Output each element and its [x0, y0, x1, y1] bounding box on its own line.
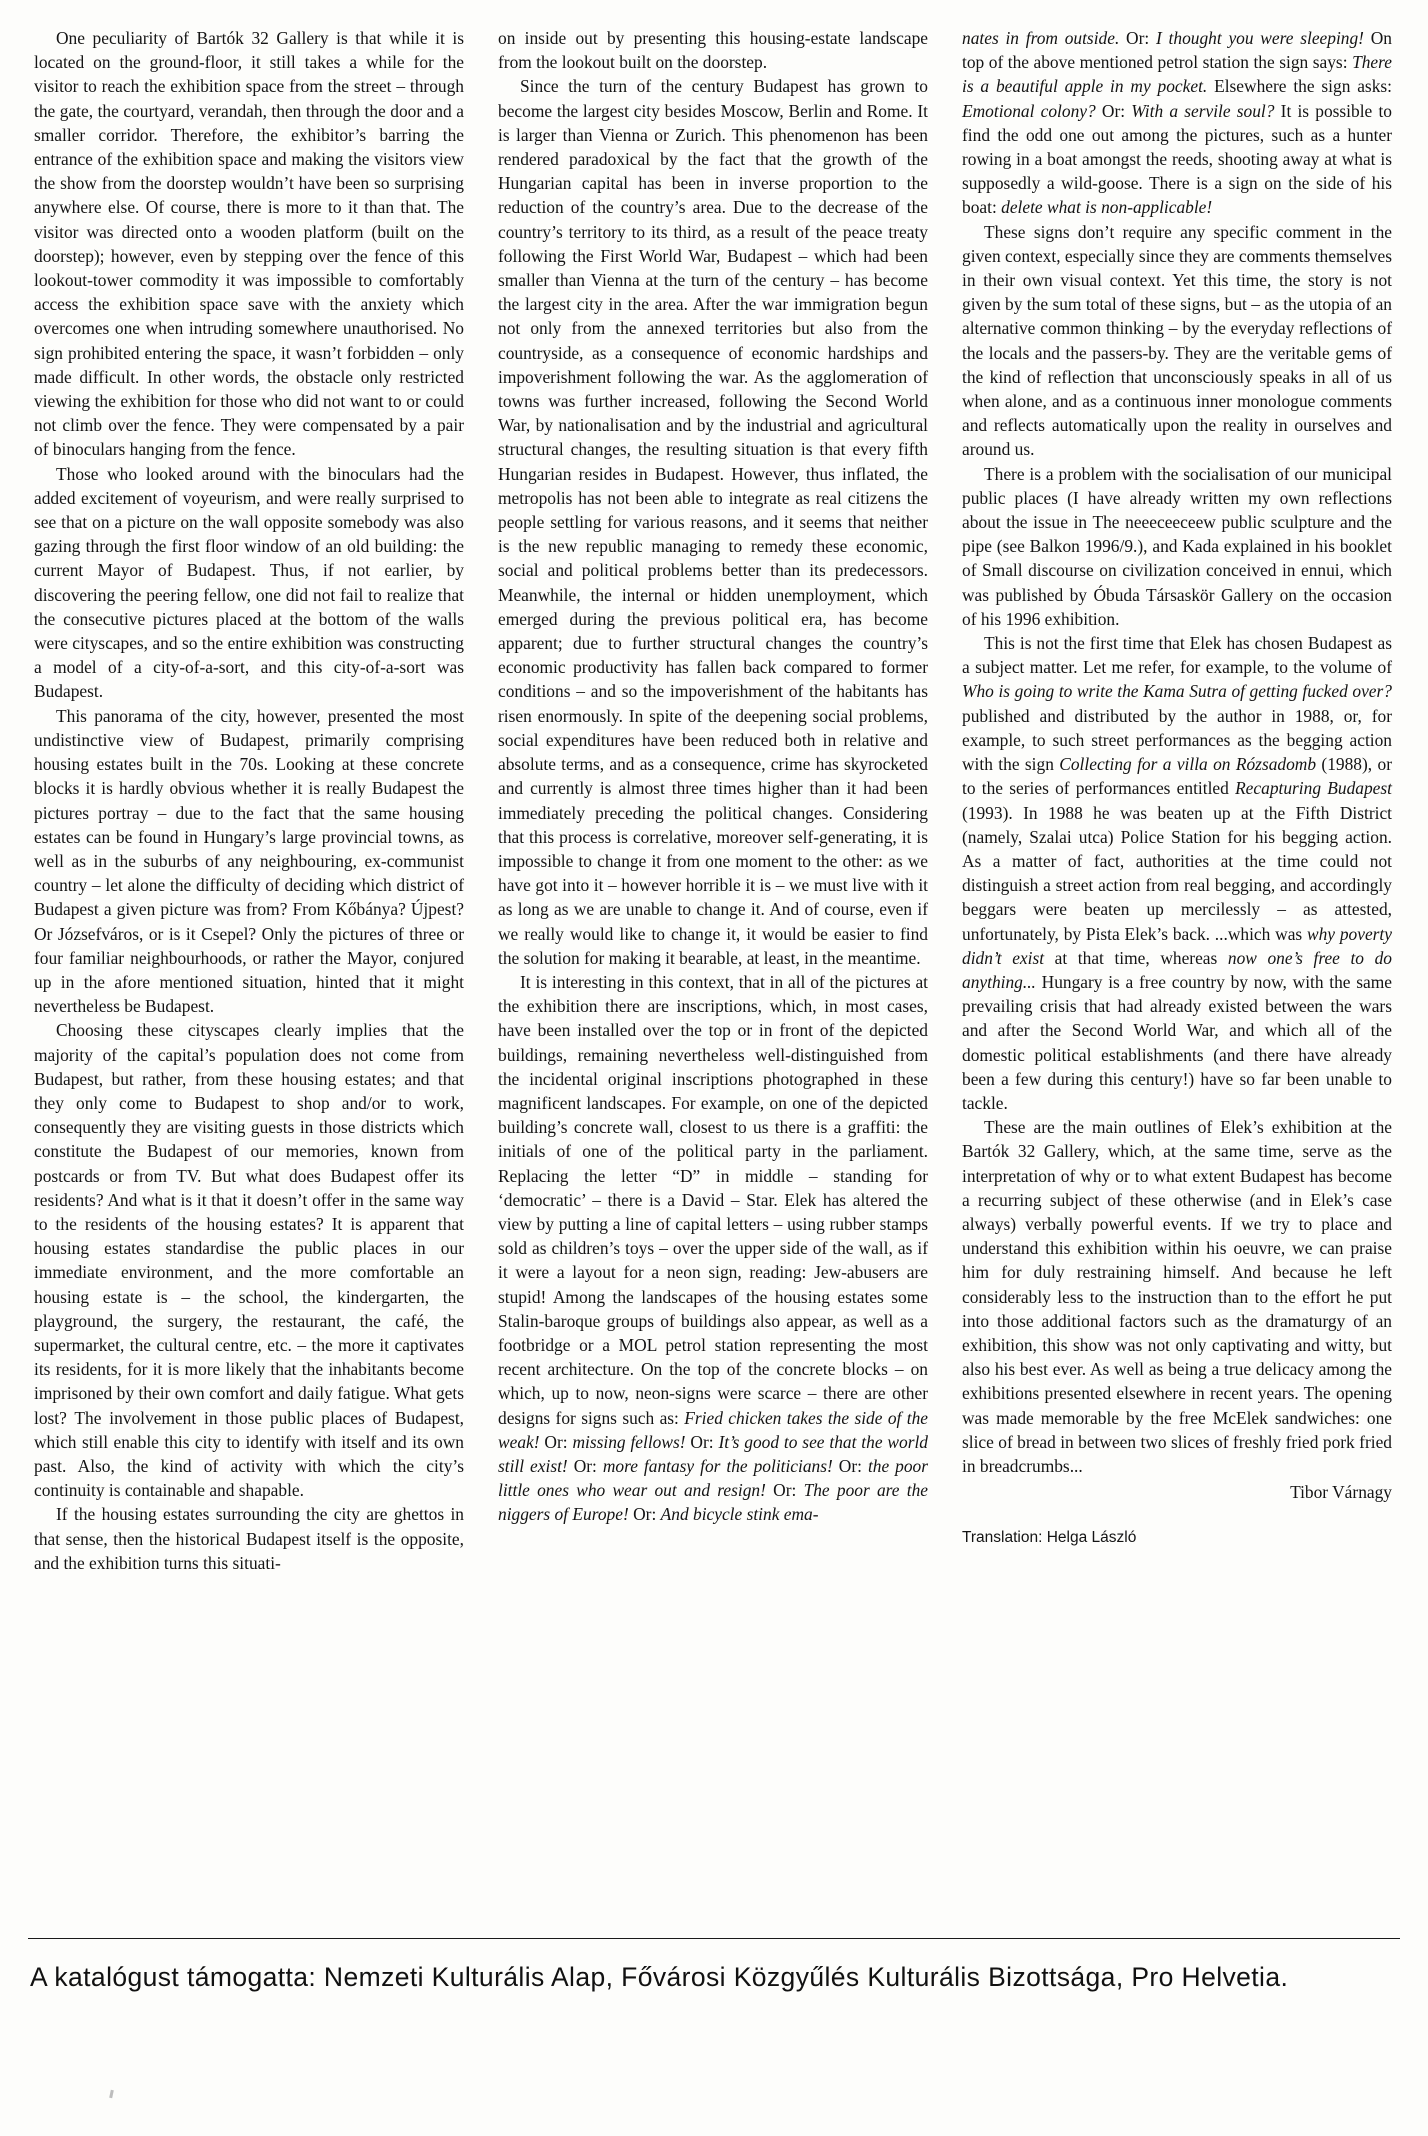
column-3 [962, 26, 1392, 1856]
text-run: Or: [567, 1455, 603, 1476]
text-run: Choosing these cityscapes clearly implies that the majority of the capital’s population does not come from Budapest, but rather, from these housing estates; and that they only come to Budapest to shop and/or to work, consequently they are visiting guests in those districts which constitute the Budapest of our memories, known from postcards or from TV. But what does Budapest offer its residents? And what is it that it doesn’t offer in the same way to the residents of the housing estates? It is apparent that housing estates standardise the public places in our immediate environment, and the more comfortable an housing estate is – the school, the kindergarten, the playground, the surgery, the restaurant, the café, the supermarket, the cultural centre, etc. – the more it captivates its residents, for it is more likely that the inhabitants become imprisoned by their own comfort and daily fatigue. What gets lost? The involvement in those public places of Budapest, which still enable this city to identify with itself and its own past. Also, the kind of activity with which the city’s continuity is containable and shapable. [34, 1020, 464, 1501]
text-run: Or: [628, 1504, 661, 1525]
text-run: If the housing estates surrounding the city are ghettos in that sense, then the historical Budapest itself is the opposite, and the exhibition turns this situati- [34, 1504, 464, 1573]
translation-credit: Translation: Helga László [962, 1529, 1137, 1547]
italic-run: Collecting for a villa on Rózsadomb [1059, 754, 1317, 775]
text-run: This is not the first time that Elek has chosen Budapest as a subject matter. Let me refer, for example, to the volume of [962, 633, 1392, 678]
italic-run: Fried chicken takes the side of the weak! [498, 1407, 928, 1452]
text-run: It is interesting in this context, that in all of the pictures at the exhibition there are inscriptions, which, in most cases, have been installed over the top or in front of the depicted buildings, remaining nevertheless well-distinguished from the incidental original inscriptions photographed in these magnificent landscapes. For example, on one of the depicted building’s concrete wall, closest to us there is a graffiti: the initials of one of the political party in the parliament. Replacing the letter “D” in middle – standing for ‘democratic’ – there is a David – Star. Elek has altered the view by putting a line of capital letters – using rubber stamps sold as children’s toys – over the upper side of the wall, as if it were a layout for a neon sign, reading: Jew-abusers are stupid! Among the landscapes of the housing estates some Stalin-baroque groups of buildings also appear, as well as a footbridge or a MOL petrol station representing the most recent architecture. On the top of the concrete blocks – on which, up to now, neon-signs were scarce – there are other designs for signs such as: [498, 971, 928, 1428]
text-run: published and distributed by the author in 1988, or, for example, to such street performances as the begging action with the sign [962, 705, 1392, 775]
paragraph [498, 970, 928, 1527]
italic-run: the poor little ones who wear out and resign! [498, 1455, 929, 1501]
text-run: (1993). In 1988 he was beaten up at the Fifth District (namely, Szalai utca) Police Station for his begging action. As a matter of fact, authorities at the time could not distinguish a street action from real begging, and accordingly beggars were beaten up mercilessly – as attested, unfortunately, by Pista Elek’s back. ...which was [962, 802, 1392, 944]
italic-run: nates in from outside. [962, 28, 1120, 48]
text-run: on inside out by presenting this housing-estate landscape from the lookout built on the doorstep. [498, 28, 928, 73]
italic-run: now one’s free to do anything... [962, 947, 1392, 992]
footer-divider [28, 1938, 1400, 1939]
text-run: Or: [765, 1480, 804, 1501]
italic-run: more fantasy for the politicians! [602, 1455, 833, 1476]
paragraph [34, 704, 464, 1019]
text-run: at that time, whereas [1044, 947, 1228, 968]
paragraph [34, 1018, 464, 1502]
text-run: Or: [1095, 100, 1132, 121]
paragraph [498, 26, 928, 74]
paragraph [962, 631, 1392, 1115]
column-1 [34, 26, 464, 1856]
italic-run: With a servile soul? [1131, 100, 1275, 121]
italic-run: And bicycle stink ema- [660, 1504, 819, 1525]
italic-run: It’s good to see that the world still exist! [498, 1431, 928, 1476]
text-run: Elsewhere the sign asks: [1207, 76, 1392, 97]
text-run: Or: [1119, 28, 1156, 48]
italic-run: The poor are the niggers of Europe! [498, 1480, 928, 1525]
text-run: Or: [832, 1455, 868, 1476]
text-run: (1988), or to the series of performances entitled [962, 754, 1392, 799]
italic-run: missing fellows! [572, 1431, 686, 1452]
text-run: Hungary is a free country by now, with the same prevailing crisis that had already existed between the wars and after the Second World War, and which all of the domestic political establishments (and there have already been a few during this century!) have so far been unable to tackle. [962, 971, 1392, 1113]
text-run: Those who looked around with the binoculars had the added excitement of voyeurism, and were really surprised to see that on a picture on the wall opposite somebody was also gazing through the first floor window of an old building: the current Mayor of Budapest. Thus, if not earlier, by discovering the peering fellow, one did not fail to realize that the consecutive pictures placed at the bottom of the walls were cityscapes, and so the entire exhibition was constructing a model of a city-of-a-sort, and this city-of-a-sort was Budapest. [34, 463, 464, 702]
page-speck [109, 2090, 114, 2098]
text-run: One peculiarity of Bartók 32 Gallery is that while it is located on the ground-floor, it still takes a while for the visitor to reach the exhibition space from the street – through the gate, the courtyard, verandah, then through the door and a smaller corridor. Therefore, the exhibitor’s barring the entrance of the exhibition space and making the visitors view the show from the doorstep wouldn’t have been so surprising anywhere else. Of course, there is more to it than that. The visitor was directed onto a wooden platform (built on the doorstep); however, even by stepping over the fence of this lookout-tower commodity it was impossible to comfortably access the exhibition space save with the anxiety which overcomes one when intruding somewhere unauthorised. No sign prohibited entering the space, it wasn’t forbidden – only made difficult. In other words, the obstacle only restricted viewing the exhibition for those who did not want to or could not climb over the fence. They were compensated by a pair of binoculars hanging from the fence. [34, 28, 464, 460]
column-2 [498, 26, 928, 1856]
text-run: These signs don’t require any specific comment in the given context, especially since they are comments themselves in their own visual context. Yet this time, the story is not given by the sum total of these signs, but – as the utopia of an alternative common thinking – by the everyday reflections of the locals and the passers-by. They are the veritable gems of the kind of reflection that unconsciously speaks in all of us when alone, and as a continuous inner monologue comments and reflects automatically upon the reality in ourselves and around us. [962, 221, 1392, 460]
italic-run: Recapturing Budapest [1235, 778, 1392, 799]
paragraph [962, 1115, 1392, 1478]
paragraph [498, 74, 928, 970]
text-run: There is a problem with the socialisation of our municipal public places (I have already written my own reflections about the issue in The neeeceeceew public sculpture and the pipe (see Balkon 1996/9.), and Kada explained in his booklet of Small discourse on civilization conceived in ennui, which was published by Óbuda Társaskör Gallery on the occasion of his 1996 exhibition. [962, 463, 1392, 629]
italic-run: Who is going to write the Kama Sutra of getting fucked over? [962, 681, 1392, 702]
paragraph [962, 220, 1392, 462]
text-run: Since the turn of the century Budapest has grown to become the largest city besides Moscow, Berlin and Rome. It is larger than Vienna or Zurich. This phenomenon has been rendered paradoxical by the fact that the growth of the Hungarian capital has been in inverse proportion to the reduction of the country’s area. Due to the decrease of the country’s territory to its third, as a result of the peace treaty following the First World War, Budapest – which had been smaller than Vienna at the turn of the century – has become the largest city in the area. After the war immigration begun not only from the annexed territories but also from the countryside, as a consequence of economic hardships and impoverishment following the war. As the agglomeration of towns was further increased, following the Second World War, by nationalisation and by the industrial and agricultural structural changes, the resulting situation is that every fifth Hungarian resides in Budapest. However, thus inflated, the metropolis has not been able to integrate as real citizens the people settling for various reasons, and it seems that neither is the new republic managing to remedy these economic, social and political problems better than its predecessors. Meanwhile, the internal or hidden unemployment, which emerged during the previous political era, has become apparent; due to further structural changes the country’s economic productivity has fallen back compared to former conditions – and so the impoverishment of the habitants has risen enormously. In spite of the deepening social problems, social expenditures have been reduced both in relative and absolute terms, and as a consequence, crime has skyrocketed and currently is almost three times higher than it had been immediately preceding the political changes. Considering that this process is correlative, moreover self-generating, it is impossible to change it from one moment to the other: as we have got into it – however horrible it is – we must live with it as long as we are unable to change it. And of course, even if we really would like to change it, it would be easier to find the solution for making it bearable, at least, in the meantime. [498, 76, 928, 968]
paragraph [34, 26, 464, 462]
paragraph [962, 26, 1392, 220]
text-run: Or: [685, 1431, 719, 1452]
italic-run: There is a beautiful apple in my pocket. [962, 52, 1392, 97]
italic-run: why poverty didn’t exist [962, 923, 1392, 968]
text-run: It is possible to find the odd one out among the pictures, such as a hunter rowing in a boat amongst the reeds, shooting away at what is supposedly a wild-goose. There is a sign on the side of his boat: [962, 100, 1392, 218]
author-signature: Tibor Várnagy [1290, 1482, 1392, 1503]
paragraph [962, 462, 1392, 631]
text-run: These are the main outlines of Elek’s exhibition at the Bartók 32 Gallery, which, at the same time, serve as the interpretation of why or to what extent Budapest has become a recurring subject of these otherwise (and in Elek’s case always) verbally powerful events. If we try to place and understand this exhibition within his oeuvre, we can praise him for duly restraining himself. And because he left considerably less to the instruction than to the effort he put into those additional factors such as the dramaturgy of an exhibition, this show was not only captivating and witty, but also his best ever. As well as being a true delicacy among the exhibitions presented elsewhere in recent years. The opening was made memorable by the free McElek sandwiches: one slice of bread in between two slices of freshly fried pork fried in breadcrumbs... [962, 1117, 1392, 1476]
italic-run: delete what is non-applicable! [1001, 197, 1213, 218]
text-run: On top of the above mentioned petrol station the sign says: [962, 28, 1392, 73]
column-3-body [962, 26, 1392, 1478]
paragraph [34, 1502, 464, 1575]
text-run: Or: [539, 1431, 573, 1452]
paragraph [34, 462, 464, 704]
text-columns [34, 26, 1394, 1856]
text-run: This panorama of the city, however, presented the most undistinctive view of Budapest, primarily comprising housing estates built in the 70s. Looking at these concrete blocks it is hardly obvious whether it is really Budapest the pictures portray – due to the fact that the same housing estates can be found in Hungary’s large provincial towns, as well as in the suburbs of any neighbouring, ex-communist country – let alone the difficulty of deciding which district of Budapest a given picture was from? From Kőbánya? Újpest? Or Józsefváros, or is it Csepel? Only the pictures of three or four familiar neighbourhoods, or rather the Mayor, conjured up in the afore mentioned situation, hinted that it might nevertheless be Budapest. [34, 705, 464, 1017]
italic-run: I thought you were sleeping! [1156, 28, 1364, 48]
italic-run: Emotional colony? [962, 100, 1096, 121]
footer-sponsors: A katalógust támogatta: Nemzeti Kulturális Alap, Fővárosi Közgyűlés Kulturális Bizottsága, Pro Helvetia. [30, 1962, 1289, 1992]
